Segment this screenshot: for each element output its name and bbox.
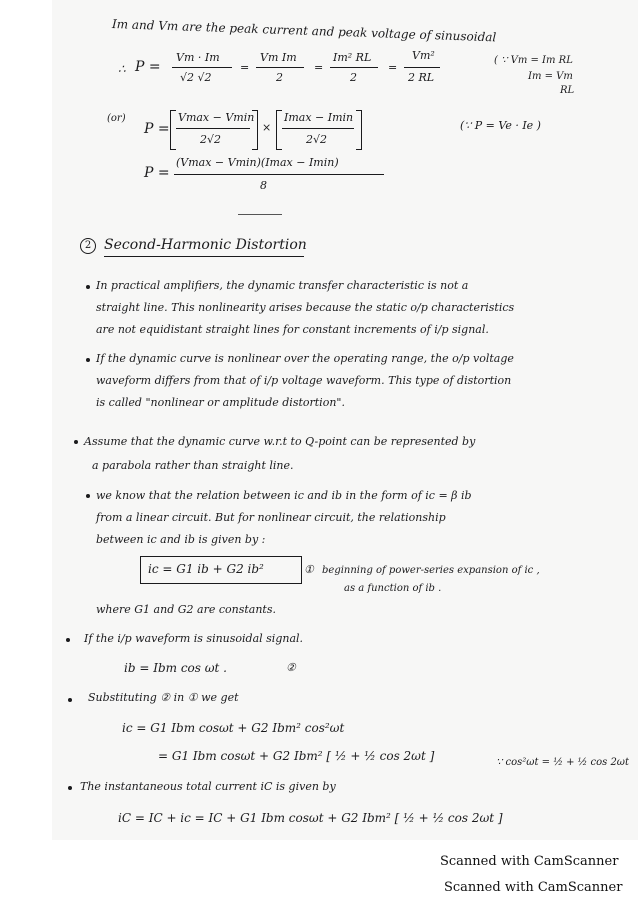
substitution-equation-1: ic = G1 Ibm cosωt + G2 Ibm² cos²ωt xyxy=(122,721,345,735)
fraction2-numerator: Vm Im xyxy=(260,51,297,64)
side-note-rl: RL xyxy=(560,85,575,96)
times-symbol: × xyxy=(262,121,272,134)
bracket-1-left xyxy=(170,110,176,150)
bullet-3-line-2: a parabola rather than straight line. xyxy=(92,459,294,472)
final-power-bar xyxy=(174,174,384,175)
fraction3-bar xyxy=(330,67,378,68)
bracket1-denominator: 2√2 xyxy=(200,133,222,146)
side-note-current: Im = Vm xyxy=(528,71,573,82)
fraction2-bar xyxy=(256,67,304,68)
constants-line: where G1 and G2 are constants. xyxy=(96,603,276,616)
bullet-7 xyxy=(68,786,72,790)
bullet-1-line-1: In practical amplifiers, the dynamic transfer characteristic is not a xyxy=(96,279,469,292)
watermark-line-2: Scanned with CamScanner xyxy=(444,880,623,895)
bullet-4-line-2: from a linear circuit. But for nonlinear circuit, the relationship xyxy=(96,511,446,524)
equals-3: = xyxy=(388,61,398,74)
bullet-4 xyxy=(86,494,90,498)
bracket2-bar xyxy=(282,128,354,129)
bullet-1-line-2: straight line. This nonlinearity arises because the static o/p characteristics xyxy=(96,301,515,314)
section-separator xyxy=(238,214,282,215)
bullet-1-line-3: are not equidistant straight lines for constant increments of i/p signal. xyxy=(96,323,489,336)
fraction3-numerator: Im² RL xyxy=(333,51,372,64)
fraction1-bar xyxy=(172,67,232,68)
final-power-numerator: (Vmax − Vmin)(Imax − Imin) xyxy=(176,156,339,169)
bullet-4-line-1: we know that the relation between ic and ib in the form of ic = β ib xyxy=(96,489,472,502)
final-power-denominator: 8 xyxy=(260,179,267,192)
bullet-4-line-3: between ic and ib is given by : xyxy=(96,533,266,546)
section-title: Second-Harmonic Distortion xyxy=(104,237,307,253)
bracket1-bar xyxy=(176,128,250,129)
side-note-cos-identity: ∵ cos²ωt = ½ + ½ cos 2ωt xyxy=(496,757,629,768)
or-label: (or) xyxy=(107,113,126,124)
bullet-2-line-1: If the dynamic curve is nonlinear over the operating range, the o/p voltage xyxy=(96,352,514,365)
side-note-ohms-law: ( ∵ Vm = Im RL xyxy=(494,55,573,66)
bullet-5 xyxy=(66,638,70,642)
fraction1-numerator: Vm · Im xyxy=(176,51,220,64)
fraction2-denominator: 2 xyxy=(276,71,283,84)
bullet-2-line-3: is called "nonlinear or amplitude distortion". xyxy=(96,396,345,409)
bullet-7-line-1: The instantaneous total current iC is given by xyxy=(80,780,336,793)
side-note-power: (∵ P = Ve · Ie ) xyxy=(460,119,541,132)
therefore-symbol: ∴ xyxy=(118,62,126,76)
fraction3-denominator: 2 xyxy=(350,71,357,84)
bracket-2-right xyxy=(356,110,362,150)
notebook-page xyxy=(52,0,638,840)
input-current-equation: ib = Ibm cos ωt . xyxy=(124,661,227,675)
fraction4-denominator: 2 RL xyxy=(408,71,435,84)
boxed-equation: ic = G1 ib + G2 ib² xyxy=(148,562,264,576)
bullet-5-line-1: If the i/p waveform is sinusoidal signal. xyxy=(84,632,304,645)
power-label: P = xyxy=(135,59,161,75)
equals-1: = xyxy=(240,61,250,74)
section-number-circle: 2 xyxy=(80,238,96,254)
bracket1-numerator: Vmax − Vmin xyxy=(178,111,255,124)
bracket2-numerator: Imax − Imin xyxy=(284,111,354,124)
intro-line: Im and Vm are the peak current and peak voltage of sinusoidal xyxy=(111,17,497,45)
power-label-3: P = xyxy=(144,165,170,181)
equation-2-tag: ② xyxy=(286,661,296,674)
bullet-3 xyxy=(74,440,78,444)
bracket2-denominator: 2√2 xyxy=(306,133,328,146)
bullet-2 xyxy=(86,358,90,362)
equation-1-note-b: as a function of ib . xyxy=(344,583,442,594)
power-label-2: P = xyxy=(144,121,170,137)
bullet-6-line-1: Substituting ② in ① we get xyxy=(88,691,239,704)
bullet-3-line-1: Assume that the dynamic curve w.r.t to Q-point can be represented by xyxy=(84,435,476,448)
bullet-1 xyxy=(86,285,90,289)
total-current-equation: iC = IC + ic = IC + G1 Ibm cosωt + G2 Ibm² [ ½ + ½ cos 2ωt ] xyxy=(118,811,503,825)
fraction1-denominator: √2 √2 xyxy=(180,71,212,84)
bracket-1-right xyxy=(252,110,258,150)
fraction4-numerator: Vm² xyxy=(412,49,435,62)
equation-1-note-a: beginning of power-series expansion of ic , xyxy=(322,565,540,576)
equation-1-tag: ① xyxy=(304,563,314,576)
equals-2: = xyxy=(314,61,324,74)
fraction4-bar xyxy=(404,67,440,68)
bracket-2-left xyxy=(276,110,282,150)
bullet-2-line-2: waveform differs from that of i/p voltage waveform. This type of distortion xyxy=(96,374,512,387)
bullet-6 xyxy=(68,698,72,702)
substitution-equation-2: = G1 Ibm cosωt + G2 Ibm² [ ½ + ½ cos 2ωt ] xyxy=(158,749,435,763)
watermark-line-1: Scanned with CamScanner xyxy=(440,854,619,869)
section-title-underline xyxy=(104,256,304,257)
